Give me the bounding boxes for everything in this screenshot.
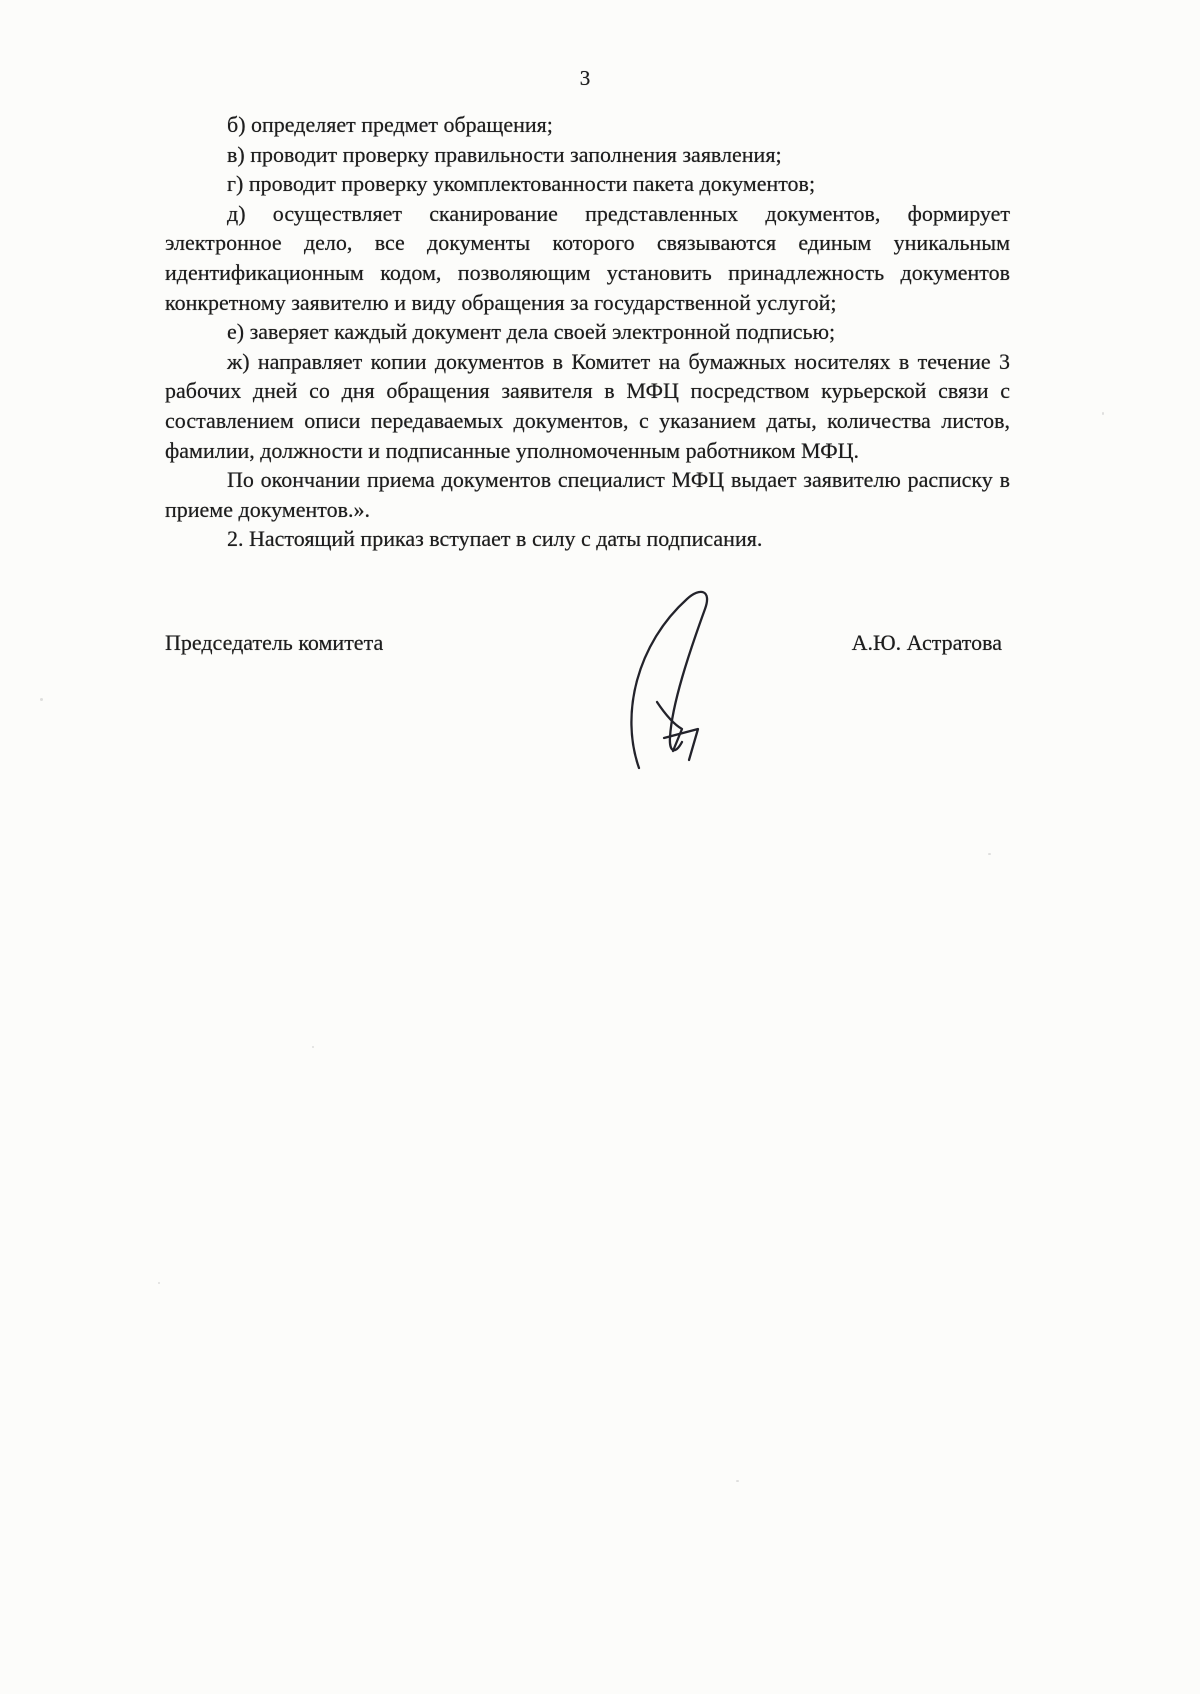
signatory-position: Председатель комитета	[165, 629, 384, 655]
paragraph-v: в) проводит проверку правильности заполнения заявления;	[227, 141, 782, 167]
paragraph-order-effective: 2. Настоящий приказ вступает в силу с даты подписания.	[227, 526, 763, 552]
page-number: 3	[579, 66, 591, 90]
paragraph-b: б) определяет предмет обращения;	[227, 112, 553, 137]
paragraph-receipt-note: По окончании приема документов специалист МФЦ выдает заявителю расписку в приеме документов.».	[165, 467, 1010, 522]
paragraph-g: г) проводит проверку укомплектованности пакета документов;	[227, 171, 816, 197]
scan-speckle	[158, 1282, 160, 1284]
signature-block	[165, 628, 1010, 658]
paragraph-e: е) заверяет каждый документ дела своей электронной подписью;	[227, 319, 836, 345]
handwritten-signature-icon	[617, 586, 749, 778]
scan-speckle	[988, 853, 991, 855]
paragraph-d: д) осуществляет сканирование представленных документов, формирует электронное дело, все документы которого связываются единым уникальным идентификационным кодом, позволяющим установить принадлежность документов конкретному заявителю и виду обращения за государственной услугой;	[165, 200, 1010, 315]
scan-speckle	[40, 698, 43, 701]
scan-speckle	[736, 1480, 739, 1482]
scan-speckle	[1102, 412, 1104, 415]
paragraph-zh: ж) направляет копии документов в Комитет на бумажных носителях в течение 3 рабочих дней со дня обращения заявителя в МФЦ посредством курьерской связи с составлением описи передаваемых документов, с указанием даты, количества листов, фамилии, должности и подписанные уполномоченным работником МФЦ.	[165, 348, 1010, 463]
scan-speckle	[312, 1046, 314, 1048]
document-body	[165, 110, 1010, 658]
signatory-name: А.Ю. Астратова	[851, 629, 1002, 655]
